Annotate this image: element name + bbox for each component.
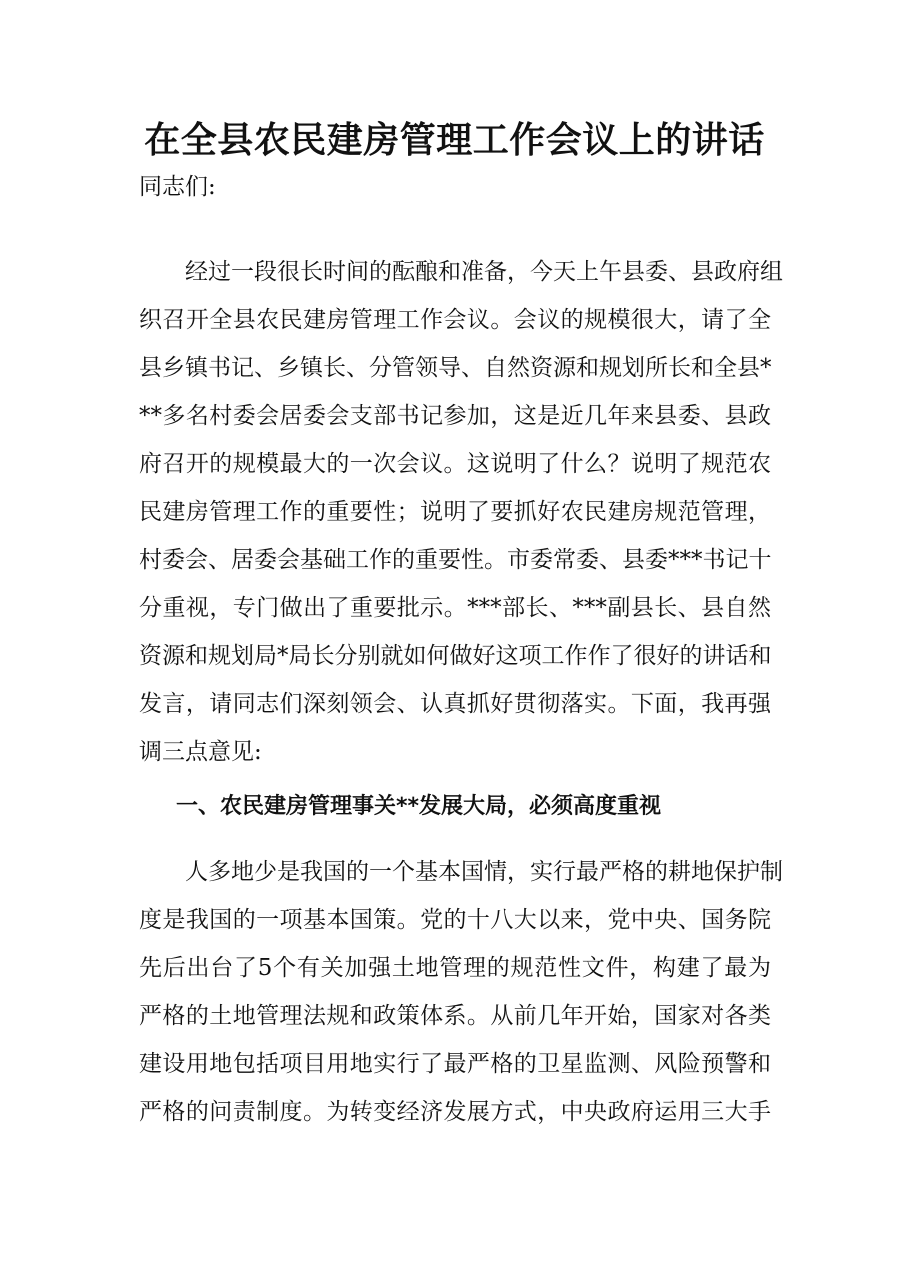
document-title: 在全县农民建房管理工作会议上的讲话 [144,119,765,161]
paragraph-1-line: 民建房管理工作的重要性；说明了要抓好农民建房规范管理， [139,499,771,525]
paragraph-1-line: 发言，请同志们深刻领会、认真抓好贯彻落实。下面，我再强 [139,691,771,717]
section-1-heading: 一、农民建房管理事关**发展大局，必须高度重视 [176,794,662,819]
paragraph-2-line: 人多地少是我国的一个基本国情，实行最严格的耕地保护制 [139,859,783,885]
paragraph-1-line: 村委会、居委会基础工作的重要性。市委常委、县委***书记十 [139,547,772,573]
paragraph-1-line: 调三点意见: [139,739,262,765]
paragraph-1-line: **多名村委会居委会支部书记参加，这是近几年来县委、县政 [139,403,771,429]
paragraph-1-line: 资源和规划局*局长分别就如何做好这项工作作了很好的讲话和 [139,643,772,669]
paragraph-2-line: 先后出台了5个有关加强土地管理的规范性文件，构建了最为 [139,955,771,981]
paragraph-1-line: 经过一段很长时间的酝酿和准备，今天上午县委、县政府组 [139,259,783,285]
paragraph-1-line: 分重视，专门做出了重要批示。***部长、***副县长、县自然 [139,595,771,621]
paragraph-2-line: 建设用地包括项目用地实行了最严格的卫星监测、风险预警和 [139,1051,771,1077]
paragraph-1-line: 织召开全县农民建房管理工作会议。会议的规模很大，请了全 [139,307,771,333]
paragraph-1-line: 县乡镇书记、乡镇长、分管领导、自然资源和规划所长和全县* [139,355,772,381]
paragraph-2-line: 度是我国的一项基本国策。党的十八大以来，党中央、国务院 [139,907,771,933]
paragraph-1-line: 府召开的规模最大的一次会议。这说明了什么？说明了规范农 [139,451,771,477]
salutation: 同志们: [139,174,216,200]
paragraph-2-line: 严格的土地管理法规和政策体系。从前几年开始，国家对各类 [139,1003,771,1029]
paragraph-2-line: 严格的问责制度。为转变经济发展方式，中央政府运用三大手 [139,1099,771,1125]
